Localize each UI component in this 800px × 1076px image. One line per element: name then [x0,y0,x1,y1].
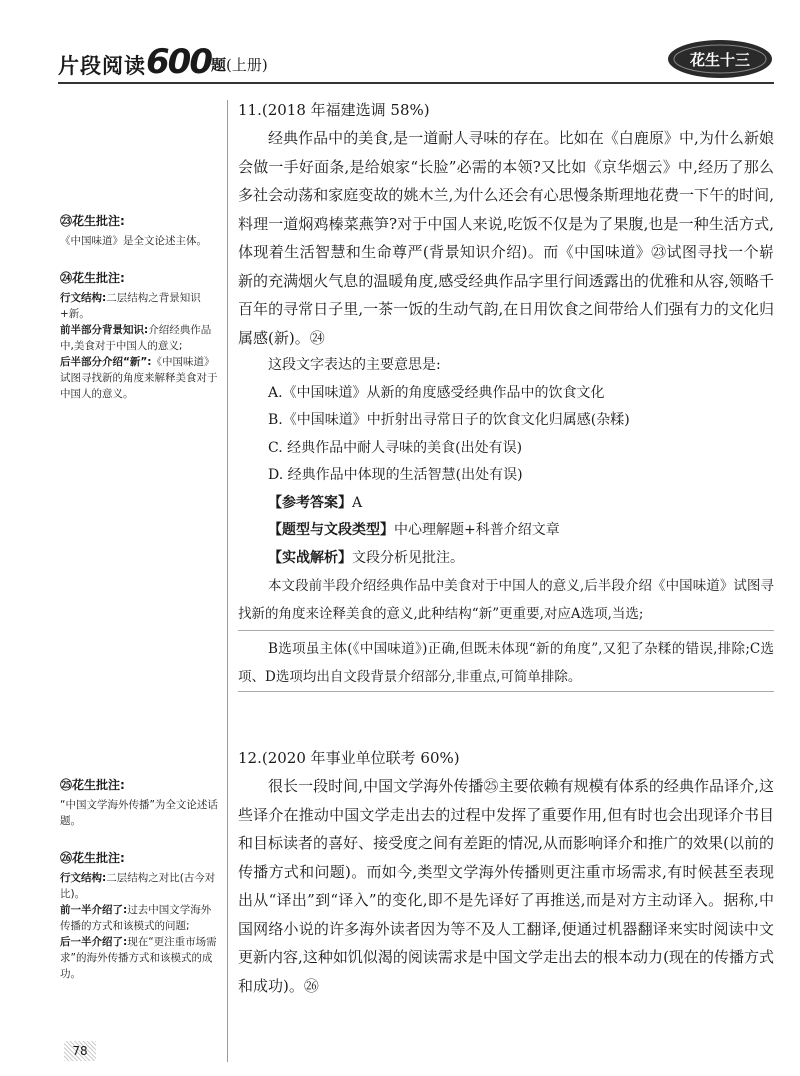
note-25: ㉕花生批注: “中国文学海外传播”为全文论述话题。 [60,778,218,827]
header-rule [58,82,774,84]
question-stem: 这段文字表达的主要意思是: [268,357,441,373]
section-rule [238,691,774,692]
question-type: 【题型与文段类型】中心理解题+科普介绍文章 [268,522,560,538]
question-heading: 11.(2018 年福建选调 58%) [238,101,430,119]
book-title: 片段阅读600题(上册) [58,42,268,82]
question-11 [238,96,774,692]
passage: 经典作品中的美食,是一道耐人寻味的存在。比如在《白鹿原》中,为什么新娘会做一手好面条,是给娘家“长脸”必需的本领?又比如《京华烟云》中,经历了那么多社会动荡和家庭变故的姚木兰,为什么还会有心思慢条斯理地花费一下午的时间,料理一道焖鸡榛菜燕笋?对于中国人来说,吃饭不仅是为了果腹,也是一种生活方式,体现着生活智慧和生命尊严(背景知识介绍)。而《中国味道》㉓试图寻找一个崭新的充满烟火气息的温暖角度,感受经典作品字里行间透露出的优雅和从容,领略千百年的寻常日子里,一茶一饭的生动气韵,在日用饮食之间带给人们强有力的文化归属感(新)。㉔ [238,129,774,347]
logo-text: 花生十三 [689,51,751,69]
passage: 很长一段时间,中国文学海外传播㉕主要依赖有规模有体系的经典作品译介,这些译介在推动中国文学走出去的过程中发挥了重要作用,但有时也会出现译介书目和目标读者的喜好、接受度之间有差距的情况,从而影响译介和推广的效果(以前的传播方式和问题)。而如今,类型文学海外传播则更注重市场需求,有时候甚至表现出从“译出”到“译入”的变化,即不是先译好了再推送,而是对方主动译入。据称,中国网络小说的许多海外读者因为等不及人工翻译,便通过机器翻译来实时阅读中文更新内容,这种如饥似渴的阅读需求是中国文学走出去的根本动力(现在的传播方式和成功)。㉖ [238,777,774,995]
page-header [58,34,774,84]
analysis-heading: 【实战解析】文段分析见批注。 [268,549,464,566]
question-heading: 12.(2020 年事业单位联考 60%) [238,749,460,767]
question-and-options [238,352,774,572]
question-12 [238,744,774,1000]
margin-divider [227,100,228,1062]
publisher-logo [666,38,774,80]
option-d: D. 经典作品中体现的生活智慧(出处有误) [268,467,523,483]
option-c: C. 经典作品中耐人寻味的美食(出处有误) [268,439,523,456]
note-24: ㉔花生批注: 行文结构:二层结构之背景知识+新。 前半部分背景知识:介绍经典作品中,美食对于中国人的意义; 后半部分介绍“新”:《中国味道》试图寻找新的角度来解释美食对于中国人的意义。 [60,271,218,400]
reference-answer: 【参考答案】A [268,494,363,511]
sidebar-notes-q12 [60,776,220,1002]
analysis-paragraph-2: B选项虽主体(《中国味道》)正确,但既未体现“新的角度”,又犯了杂糅的错误,排除;C选项、D选项均出自文段背景介绍部分,非重点,可简单排除。 [238,641,774,685]
note-23: ㉓花生批注: 《中国味道》是全文论述主体。 [60,214,207,247]
option-a: A.《中国味道》从新的角度感受经典作品中的饮食文化 [268,384,605,401]
note-26: ㉖花生批注: 行文结构:二层结构之对比(古今对比)。 前一半介绍了:过去中国文学海外传播的方式和该模式的问题; 后一半介绍了:现在“更注重市场需求”的海外传播方式和该模式的成功。 [60,851,217,980]
page-number: 78 [64,1041,96,1061]
sidebar-notes-q11 [60,212,220,422]
analysis-paragraph-1: 本文段前半段介绍经典作品中美食对于中国人的意义,后半段介绍《中国味道》试图寻找新的角度来诠释美食的意义,此种结构“新”更重要,对应A选项,当选; [238,578,774,622]
option-b: B.《中国味道》中折射出寻常日子的饮食文化归属感(杂糅) [268,412,630,428]
analysis-separator [238,630,774,631]
